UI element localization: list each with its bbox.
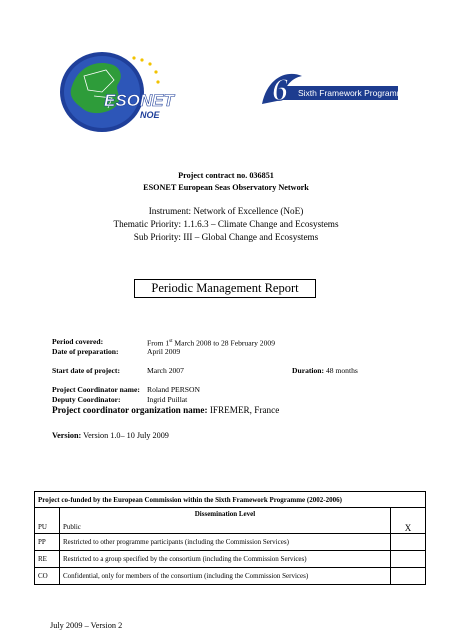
version-line (52, 431, 169, 440)
code-cell: PP (35, 534, 60, 551)
fp6-logo (258, 66, 398, 108)
mark-cell (391, 534, 426, 551)
period-row (52, 337, 412, 347)
fp6-logo-digit: 6 (272, 71, 288, 107)
coordinator-row (52, 385, 412, 395)
esonet-logo-subtext: NOE (140, 110, 160, 120)
deputy-label: Deputy Coordinator: (52, 395, 121, 404)
start-date-row (52, 366, 412, 376)
start-date-value: March 2007 (147, 366, 184, 375)
mark-cell (391, 568, 426, 585)
preparation-value: April 2009 (147, 347, 181, 356)
fp6-logo-text: Sixth Framework Programme (298, 88, 398, 98)
esonet-logo-text: ESONET (104, 91, 174, 110)
mark-cell: X (391, 508, 426, 534)
version-label: Version: (52, 431, 82, 440)
duration: Duration: 48 months (292, 366, 358, 375)
preparation-row (52, 347, 412, 357)
organization-value: IFREMER, France (207, 405, 280, 415)
preparation-label: Date of preparation: (52, 347, 119, 356)
coordinator-value: Roland PERSON (147, 385, 200, 394)
table-row (35, 508, 426, 534)
organization-line (52, 405, 279, 415)
network-name: ESONET European Seas Observatory Network (143, 183, 309, 192)
start-date-label: Start date of project: (52, 366, 120, 375)
contract-number: Project contract no. 036851 (178, 171, 274, 180)
code-cell: RE (35, 551, 60, 568)
table-row (35, 568, 426, 585)
period-value: From 1st March 2008 to 28 February 2009 (147, 338, 275, 348)
thematic-priority-line: Thematic Priority: 1.1.6.3 – Climate Change and Ecosystems (113, 219, 339, 229)
desc-cell (60, 508, 391, 534)
sub-priority-line: Sub Priority: III – Global Change and Ecosystems (133, 232, 319, 242)
desc-cell: Restricted to other programme participants (including the Commission Services) (60, 534, 391, 551)
code-cell: CO (35, 568, 60, 585)
table-row (35, 534, 426, 551)
desc-cell: Restricted to a group specified by the consortium (including the Commission Services) (60, 551, 391, 568)
esonet-logo (54, 46, 186, 134)
footer-version: July 2009 – Version 2 (50, 621, 123, 630)
dissemination-table (34, 491, 426, 585)
organization-label: Project coordinator organization name: (52, 405, 208, 415)
code-cell: PU (35, 508, 60, 534)
deputy-value: Ingrid Puillat (147, 395, 188, 404)
dissemination-heading: Dissemination Level (194, 510, 256, 518)
mark-cell (391, 551, 426, 568)
period-label: Period covered: (52, 337, 104, 346)
coordinator-label: Project Coordinator name: (52, 385, 140, 394)
cofunded-row (35, 492, 426, 508)
version-value: Version 1.0– 10 July 2009 (81, 431, 169, 440)
public-label: Public (63, 523, 81, 531)
report-title: Periodic Management Report (134, 279, 316, 298)
instrument-line: Instrument: Network of Excellence (NoE) (148, 206, 304, 216)
desc-cell: Confidential, only for members of the consortium (including the Commission Services) (60, 568, 391, 585)
deputy-row (52, 395, 412, 405)
cofunded-cell: Project co-funded by the European Commission within the Sixth Framework Programme (2002-2006) (35, 492, 426, 508)
table-row (35, 551, 426, 568)
